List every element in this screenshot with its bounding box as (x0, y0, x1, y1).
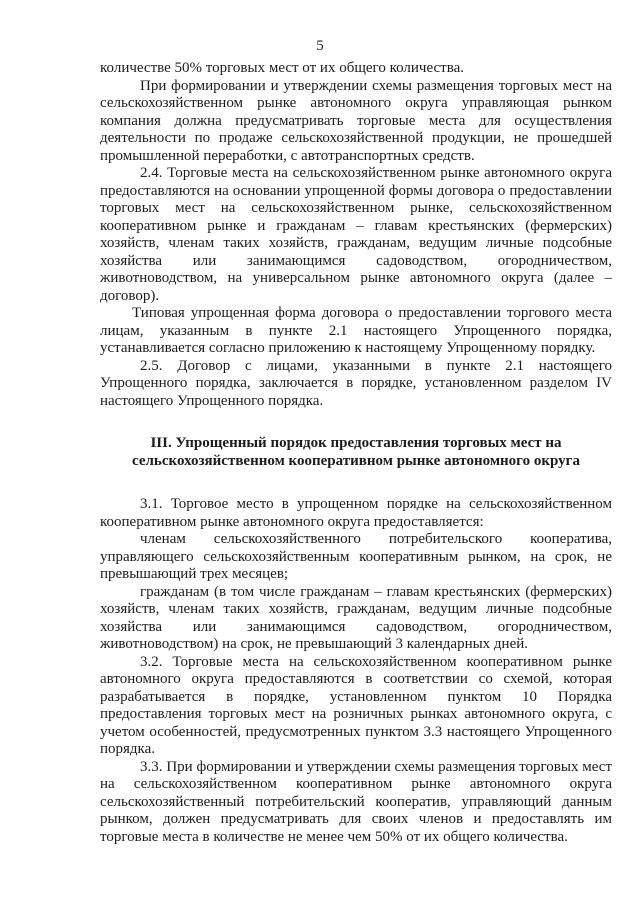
paragraph-2-5: 2.5. Договор с лицами, указанными в пункте 2.1 настоящего Упрощенного порядка, заключается в порядке, установленном разделом IV настоящего Упрощенного порядка. (100, 357, 612, 409)
paragraph-3-1: 3.1. Торговое место в упрощенном порядке на сельскохозяйственном кооперативном рынке автономного округа предоставляется: (100, 496, 612, 530)
paragraph-market-scheme: При формировании и утверждении схемы размещения торговых мест на сельскохозяйственном рынке автономного округа управляющая рынком компания должна предусматривать торговые места для осуществления деятельности по продаже сельскохозяйственной продукции, не прошедшей промышленной переработки, с автотранспортных средств. (100, 77, 612, 164)
section-3-heading-line-1: III. Упрощенный порядок предоставления торговых мест на (150, 435, 562, 451)
paragraph-3-3: 3.3. При формировании и утверждении схемы размещения торговых мест на сельскохозяйственном кооперативном рынке автономного округа сельскохозяйственный потребительский кооператив, управляющий данным рынком, должен предусматривать для своих членов и предоставлять им торговые места в количестве не менее чем 50% от их общего количества. (100, 758, 612, 845)
section-3-heading-line-2: сельскохозяйственном кооперативном рынке автономного округа (132, 453, 580, 469)
paragraph-3-1-citizens: гражданам (в том числе гражданам – главам крестьянских (фермерских) хозяйств, членам таких хозяйств, гражданам, ведущим личные подсобные хозяйства или занимающимся садоводством, огородничеством, животноводством) на срок, не превышающий 3 календарных дней. (100, 583, 612, 652)
paragraph-standard-form: Типовая упрощенная форма договора о предоставлении торгового места лицам, указанным в пункте 2.1 настоящего Упрощенного порядка, устанавливается согласно приложению к настоящему Упрощенному порядку. (100, 305, 612, 356)
page-number: 5 (316, 38, 324, 54)
paragraph-2-4: 2.4. Торговые места на сельскохозяйственном рынке автономного округа предоставляются на основании упрощенной формы договора о предоставлении торговых мест на сельскохозяйственном рынке, сельскохозяйственном кооперативном рынке и гражданам – главам крестьянских (фермерских) хозяйств, членам таких хозяйств, гражданам, ведущим личные подсобные хозяйства или занимающимся садоводством, огородничеством, животноводством, на универсальном рынке автономного округа (далее – договор). (100, 165, 612, 304)
document-body (100, 60, 612, 846)
paragraph-3-2: 3.2. Торговые места на сельскохозяйственном кооперативном рынке автономного округа предоставляются в соответствии со схемой, которая разрабатывается в порядке, установленном пунктом 10 Порядка предоставления торговых мест на розничных рынках автономного округа, с учетом особенностей, предусмотренных пунктом 3.3 настоящего Упрощенного порядка. (100, 653, 612, 757)
paragraph-continuation: количестве 50% торговых мест от их общего количества. (100, 60, 464, 76)
section-3-heading (100, 434, 612, 470)
paragraph-3-1-members: членам сельскохозяйственного потребительского кооператива, управляющего сельскохозяйственным кооперативным рынком, на срок, не превышающий трех месяцев; (100, 531, 612, 582)
